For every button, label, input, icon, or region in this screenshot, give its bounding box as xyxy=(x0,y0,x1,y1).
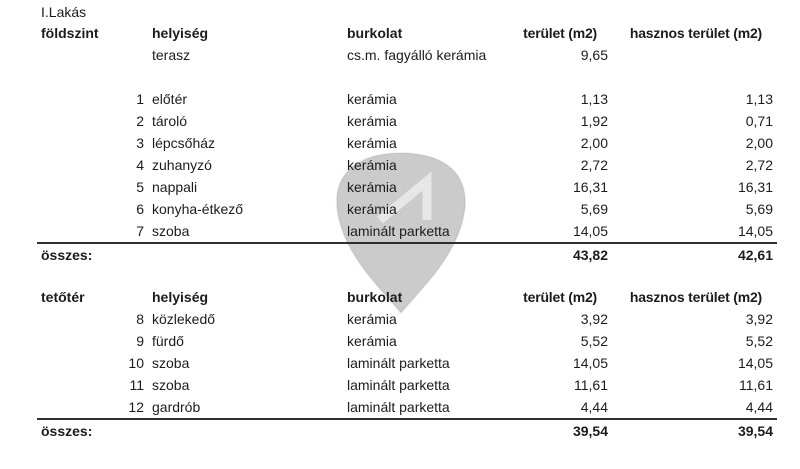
area-value: 4,44 xyxy=(580,399,608,415)
area-value: 9,65 xyxy=(580,47,608,63)
room-name: szoba xyxy=(152,223,190,239)
useful-area-value: 0,71 xyxy=(745,113,773,129)
column-header-surface: burkolat xyxy=(347,289,403,305)
column-header-useful-area: hasznos terület (m2) xyxy=(629,25,762,41)
flooring: kerámia xyxy=(347,333,397,349)
table-row xyxy=(37,220,777,242)
table-row xyxy=(37,396,777,418)
flooring: kerámia xyxy=(347,157,397,173)
table-row xyxy=(37,374,777,396)
room-name: előtér xyxy=(152,91,188,107)
room-name: közlekedő xyxy=(152,311,216,327)
row-number: 4 xyxy=(136,157,144,173)
table-row xyxy=(37,44,777,66)
useful-area-value: 2,72 xyxy=(745,157,773,173)
table-row xyxy=(37,352,777,374)
total-label: összes: xyxy=(41,247,93,263)
row-number: 8 xyxy=(136,311,144,327)
attic-section xyxy=(37,286,777,442)
area-value: 11,61 xyxy=(574,377,608,393)
column-header-area: terület (m2) xyxy=(523,289,597,305)
flooring: kerámia xyxy=(347,135,397,151)
floor-label: tetőtér xyxy=(41,289,85,305)
area-value: 14,05 xyxy=(572,223,608,239)
room-name: gardrób xyxy=(152,399,201,415)
table-row xyxy=(37,154,777,176)
flooring: kerámia xyxy=(347,113,397,129)
room-name: szoba xyxy=(152,355,190,371)
useful-area-value: 11,61 xyxy=(739,377,773,393)
room-name: lépcsőház xyxy=(152,135,216,151)
useful-area-value: 14,05 xyxy=(737,355,773,371)
flooring: kerámia xyxy=(347,201,397,217)
table-header-row xyxy=(37,286,777,308)
useful-area-value: 14,05 xyxy=(737,223,773,239)
flooring: laminált parketta xyxy=(347,355,450,371)
useful-area-value: 5,52 xyxy=(745,333,773,349)
area-value: 5,52 xyxy=(580,333,608,349)
table-row xyxy=(37,110,777,132)
table-row xyxy=(37,176,777,198)
area-value: 1,13 xyxy=(580,91,608,107)
useful-area-value: 4,44 xyxy=(745,399,773,415)
total-row xyxy=(37,418,777,442)
spacer-row xyxy=(37,66,777,88)
row-number: 11 xyxy=(129,377,144,393)
table-row xyxy=(37,330,777,352)
row-number: 1 xyxy=(136,91,144,107)
table-row xyxy=(37,132,777,154)
table-row xyxy=(37,88,777,110)
column-header-surface: burkolat xyxy=(347,25,403,41)
room-name: szoba xyxy=(152,377,190,393)
column-header-area: terület (m2) xyxy=(523,25,597,41)
total-area-value: 43,82 xyxy=(572,247,608,263)
flooring: kerámia xyxy=(347,179,397,195)
table-row xyxy=(37,308,777,330)
row-number xyxy=(110,44,144,66)
useful-area-value: 5,69 xyxy=(745,201,773,217)
column-header-room: helyiség xyxy=(152,289,209,305)
useful-area-value: 2,00 xyxy=(745,135,773,151)
flooring: cs.m. fagyálló kerámia xyxy=(347,47,487,63)
column-header-useful-area: hasznos terület (m2) xyxy=(629,289,762,305)
useful-area-value: 16,31 xyxy=(737,179,773,195)
flooring: laminált parketta xyxy=(347,399,450,415)
row-number: 10 xyxy=(128,355,144,371)
row-number: 6 xyxy=(136,201,144,217)
useful-area-value: 1,13 xyxy=(745,91,773,107)
flooring: laminált parketta xyxy=(347,377,450,393)
useful-area-value: 3,92 xyxy=(745,311,773,327)
table-row xyxy=(37,198,777,220)
row-number: 12 xyxy=(128,399,144,415)
page-title: I.Lakás xyxy=(41,4,87,20)
room-name: konyha-étkező xyxy=(152,201,244,217)
area-value: 14,05 xyxy=(572,355,608,371)
flooring: kerámia xyxy=(347,91,397,107)
floor-label: földszint xyxy=(41,25,99,41)
row-number: 3 xyxy=(136,135,144,151)
total-row xyxy=(37,242,777,266)
room-name: tároló xyxy=(152,113,188,129)
ground-floor-section xyxy=(37,22,777,266)
area-value: 1,92 xyxy=(580,113,608,129)
room-name: zuhanyzó xyxy=(152,157,212,173)
row-number: 5 xyxy=(136,179,144,195)
useful-area-value xyxy=(612,44,777,66)
area-value: 2,00 xyxy=(580,135,608,151)
area-value: 3,92 xyxy=(580,311,608,327)
total-useful-area-value: 42,61 xyxy=(737,247,773,263)
area-value: 16,31 xyxy=(572,179,608,195)
row-number: 2 xyxy=(136,113,144,129)
row-number: 7 xyxy=(136,223,144,239)
area-value: 5,69 xyxy=(580,201,608,217)
column-header-room: helyiség xyxy=(152,25,209,41)
room-name: fürdő xyxy=(152,333,184,349)
row-number: 9 xyxy=(136,333,144,349)
area-value: 2,72 xyxy=(580,157,608,173)
total-area-value: 39,54 xyxy=(572,423,608,439)
room-name: terasz xyxy=(152,47,191,63)
flooring: kerámia xyxy=(347,311,397,327)
room-name: nappali xyxy=(152,179,198,195)
total-useful-area-value: 39,54 xyxy=(737,423,773,439)
total-label: összes: xyxy=(41,423,93,439)
table-header-row xyxy=(37,22,777,44)
flooring: laminált parketta xyxy=(347,223,450,239)
